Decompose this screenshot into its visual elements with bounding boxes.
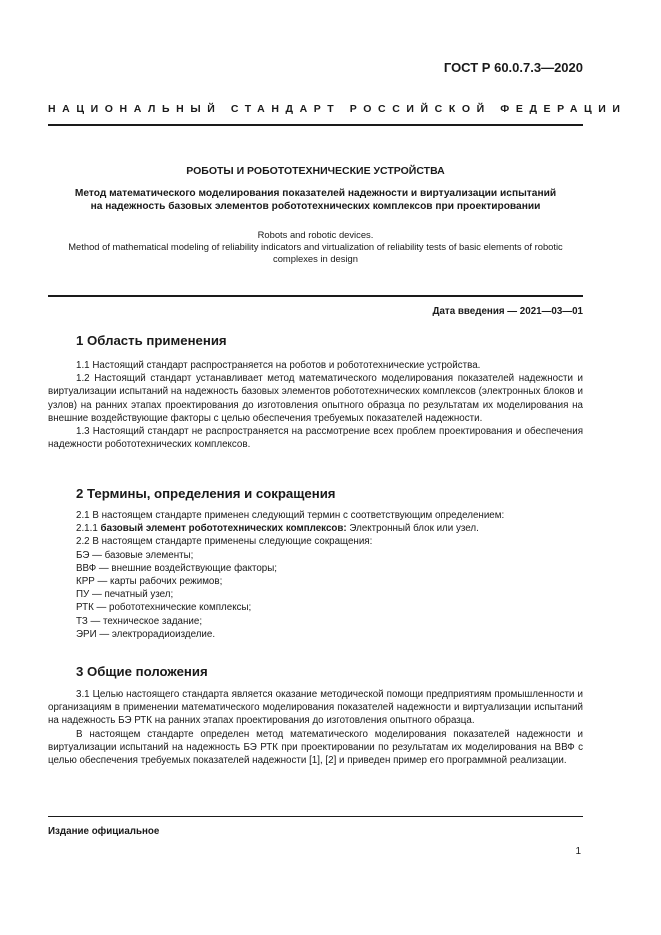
section-2-body	[48, 509, 583, 641]
title-divider	[48, 295, 583, 297]
paragraph-3-1: 3.1 Целью настоящего стандарта является оказание методической помощи предприятиям промышленности и организациям в применении математического моделирования показателей надежности и виртуализации испытаний на надежность БЭ РТК на ранних этапах проектирования до изготовления опытного образца.	[48, 689, 583, 727]
term-definition	[48, 522, 583, 535]
section-3-body	[48, 688, 583, 767]
section-1-heading: 1 Область применения	[76, 333, 227, 348]
term-name: базовый элемент робототехнических комплексов:	[100, 523, 347, 535]
title-en-line: Method of mathematical modeling of reliability indicators and virtualization of reliability tests of basic elements of robotic	[68, 241, 563, 252]
standard-code: ГОСТ Р 60.0.7.3—2020	[443, 60, 583, 75]
paragraph-2-1: 2.1 В настоящем стандарте применен следующий термин с соответствующим определением:	[76, 510, 505, 521]
abbreviation-item: БЭ — базовые элементы;	[76, 549, 194, 561]
section-3-heading: 3 Общие положения	[76, 664, 208, 679]
introduction-date: Дата введения — 2021—03—01	[432, 306, 583, 317]
document-title-ru: РОБОТЫ И РОБОТОТЕХНИЧЕСКИЕ УСТРОЙСТВА	[186, 165, 445, 177]
paragraph-1-2: 1.2 Настоящий стандарт устанавливает метод математического моделирования показателей надежности и виртуализации испытаний на надежность базовых элементов робототехнических комплексов (электронных блоков и узлов) на ранних этапах проектирования до изготовления опытного образца по результатам их моделирования на внешние воздействующие факторы с целью обеспечения требуемых показателей надежности.	[48, 373, 583, 424]
section-1-body	[48, 359, 583, 451]
footer-divider	[48, 816, 583, 817]
paragraph-1-1: 1.1 Настоящий стандарт распространяется на роботов и робототехнические устройства.	[76, 360, 481, 371]
title-en-line: complexes in design	[273, 253, 358, 264]
abbreviation-item: ТЗ — техническое задание;	[76, 615, 203, 627]
document-title-en	[48, 229, 583, 265]
abbreviation-item: ПУ — печатный узел;	[76, 589, 174, 601]
official-edition-label: Издание официальное	[48, 826, 160, 837]
paragraph-1-3: 1.3 Настоящий стандарт не распространяется на рассмотрение всех проблем проектирования и обеспечения надежности робототехнических комплексов.	[48, 426, 583, 451]
section-2-heading: 2 Термины, определения и сокращения	[76, 486, 336, 501]
paragraph-2-2: 2.2 В настоящем стандарте применены следующие сокращения:	[76, 536, 373, 548]
term-text: Электронный блок или узел.	[349, 523, 479, 535]
abbreviation-item: РТК — робототехнические комплексы;	[76, 602, 252, 614]
document-subtitle-ru	[48, 187, 583, 213]
subtitle-line: на надежность базовых элементов робототехнических комплексов при проектировании	[90, 201, 541, 212]
paragraph-3-2: В настоящем стандарте определен метод математического моделирования показателей надежности и виртуализации испытаний на надежность БЭ РТК при проектировании по результатам их моделирования на ВВФ с целью обеспечения требуемых показателей надежности [1], [2] и приведен пример его программной реализации.	[48, 728, 583, 767]
term-number: 2.1.1	[76, 523, 98, 535]
national-standard-banner: НАЦИОНАЛЬНЫЙ СТАНДАРТ РОССИЙСКОЙ ФЕДЕРАЦИИ	[48, 103, 627, 115]
abbreviation-item: ВВФ — внешние воздействующие факторы;	[76, 562, 278, 574]
abbreviation-item: КРР — карты рабочих режимов;	[76, 576, 223, 588]
header-divider	[48, 124, 583, 126]
title-en-line: Robots and robotic devices.	[257, 229, 374, 240]
abbreviation-item: ЭРИ — электрорадиоизделие.	[76, 628, 216, 640]
page-number: 1	[575, 846, 581, 857]
subtitle-line: Метод математического моделирования показателей надежности и виртуализации испытаний	[74, 188, 557, 199]
